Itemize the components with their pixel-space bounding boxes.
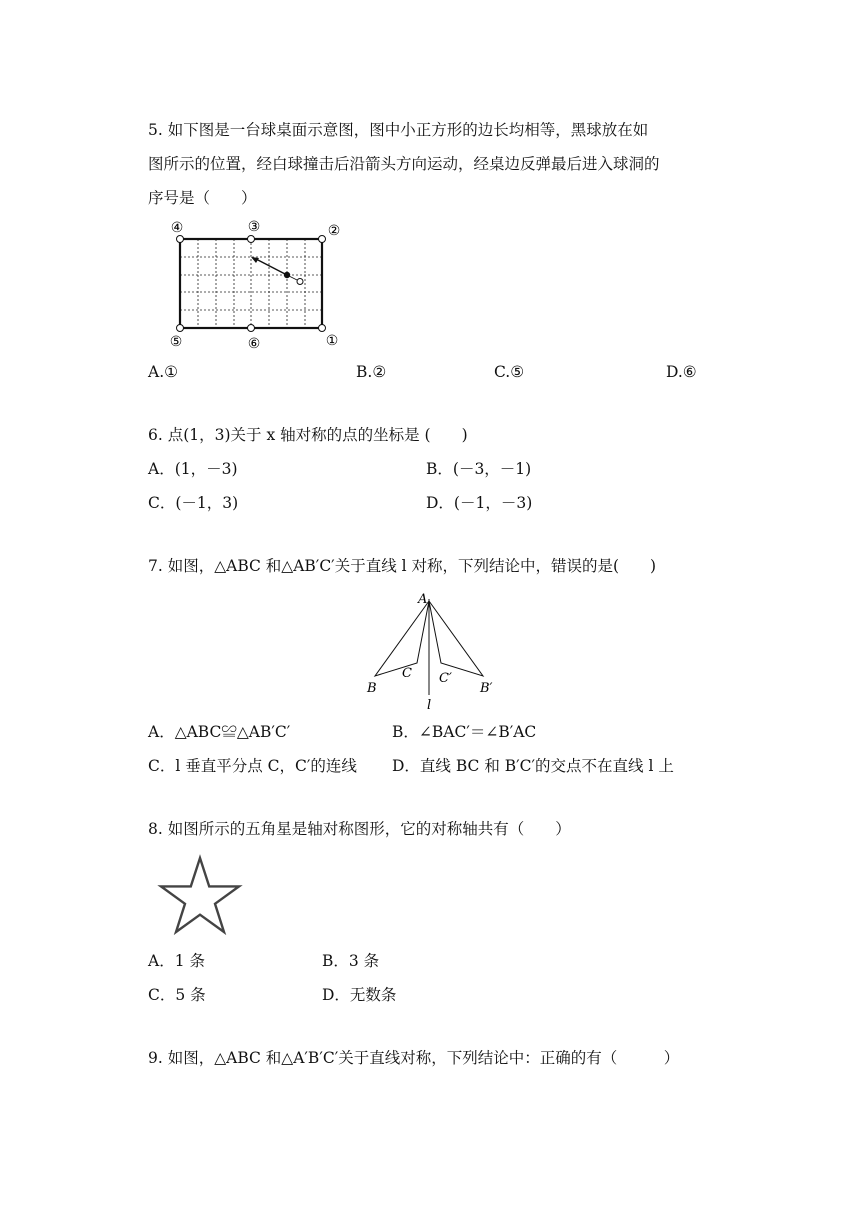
q9-stem: 9. 如图，△ABC 和△A′B′C′关于直线对称，下列结论中：正确的有（ ） [148,1049,680,1067]
pocket-6-label: ⑥ [247,336,261,352]
q8-option-a[interactable]: A．1 条 [148,952,205,970]
label-l: l [427,698,432,713]
billiard-table-figure [160,214,350,354]
q5-stem-line1: 5. 如下图是一台球桌面示意图，图中小正方形的边长均相等，黑球放在如 [148,121,649,139]
q7-option-b[interactable]: B．∠BAC′＝∠B′AC [392,723,537,741]
q5-option-d[interactable]: D.⑥ [666,363,697,381]
q5-stem-line2: 图所示的位置，经白球撞击后沿箭头方向运动，经桌边反弹最后进入球洞的 [148,155,660,173]
label-c-prime: C′ [439,671,452,686]
q8-stem: 8. 如图所示的五角星是轴对称图形，它的对称轴共有（ ） [148,820,571,838]
symmetric-triangles-figure [360,585,510,715]
q7-stem: 7. 如图，△ABC 和△AB′C′关于直线 l 对称，下列结论中，错误的是( ) [148,557,657,575]
q5-stem-line3: 序号是（ ） [148,189,257,207]
q6-option-d[interactable]: D．(－1，－3) [426,494,533,512]
q8-option-c[interactable]: C．5 条 [148,986,206,1004]
label-b: B [367,681,377,696]
label-c: C [402,666,412,681]
pocket-2-label: ② [327,223,341,239]
q6-stem: 6. 点(1，3)关于 x 轴对称的点的坐标是 ( ) [148,426,468,444]
q6-option-c[interactable]: C．(－1，3) [148,494,239,512]
pocket-3-label: ③ [247,219,261,235]
five-pointed-star-figure [155,855,245,937]
q8-option-d[interactable]: D．无数条 [322,986,397,1004]
q5-option-c[interactable]: C.⑤ [494,363,525,381]
label-a: A [418,592,428,607]
q6-option-a[interactable]: A．(1，－3) [148,460,238,478]
pocket-4-label: ④ [170,220,184,236]
q7-option-d[interactable]: D．直线 BC 和 B′C′的交点不在直线 l 上 [392,757,674,775]
q5-option-a[interactable]: A.① [148,363,179,381]
q5-option-b[interactable]: B.② [356,363,387,381]
q7-option-c[interactable]: C．l 垂直平分点 C，C′的连线 [148,757,357,775]
q6-option-b[interactable]: B．(－3，－1) [426,460,532,478]
label-b-prime: B′ [480,681,493,696]
q8-option-b[interactable]: B．3 条 [322,952,380,970]
pocket-1-label: ① [325,333,339,349]
pocket-5-label: ⑤ [169,334,183,350]
q7-option-a[interactable]: A．△ABC≌△AB′C′ [148,723,291,741]
